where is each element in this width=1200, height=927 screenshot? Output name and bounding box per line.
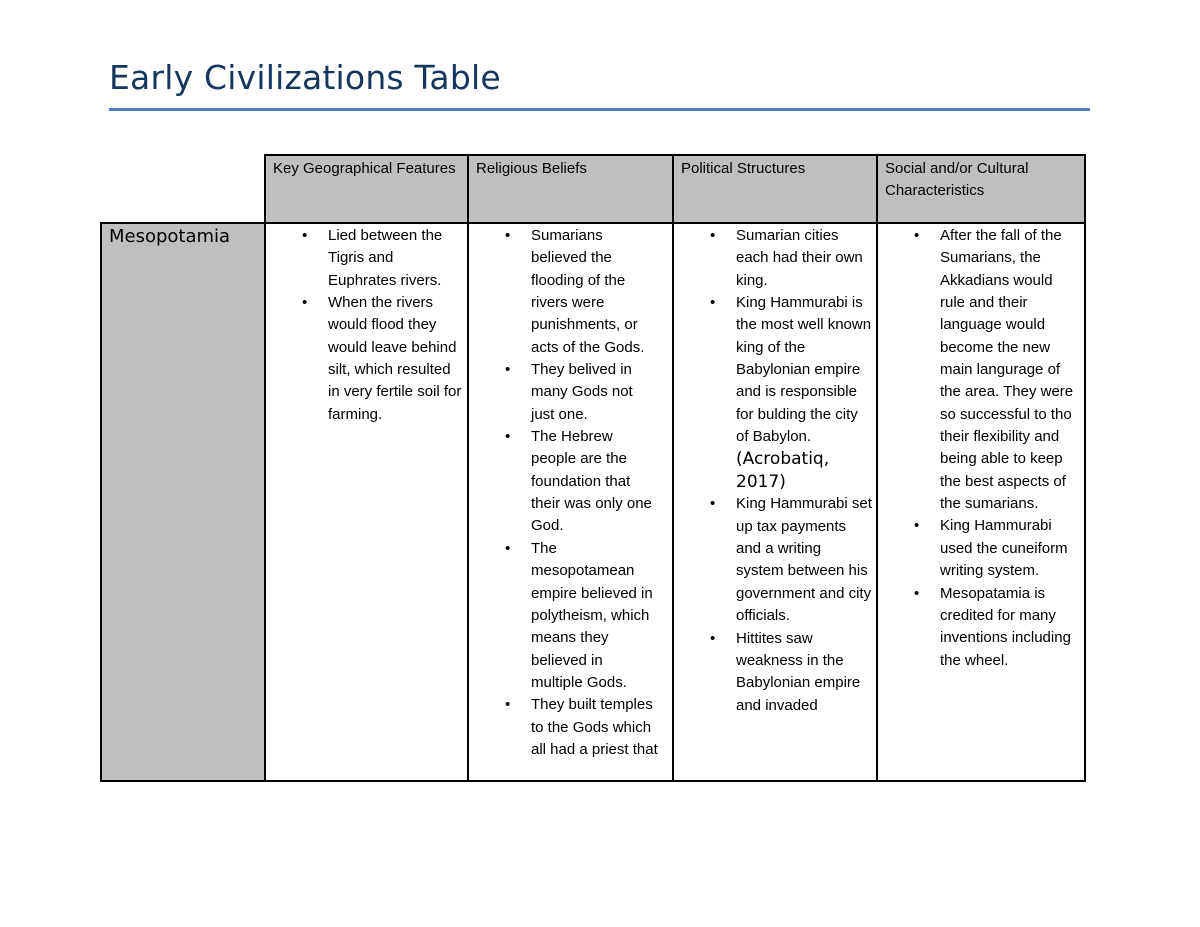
bullet-icon: • <box>710 629 716 647</box>
bullet-icon: • <box>710 495 716 513</box>
header-geography <box>265 155 468 223</box>
row-label: Mesopotamia <box>109 226 231 247</box>
bullet-icon: • <box>302 294 308 312</box>
citation: (Acrobatiq, 2017) <box>736 449 830 492</box>
table-row-mesopotamia <box>101 223 1085 781</box>
bullet-icon: • <box>302 227 308 244</box>
header-politics-label: Political Structures <box>681 160 806 177</box>
cell-geography <box>265 223 468 781</box>
bullet-icon: • <box>914 517 920 535</box>
list-item: • The mesopotamean empire believed in polytheism, which means they believed in multiple Gods. <box>505 539 653 691</box>
list-item: • Mesopatamia is credited for many inventions including the wheel. <box>914 584 1071 669</box>
header-social <box>877 155 1085 223</box>
list-item: • Sumarian cities each had their own king. <box>710 227 863 289</box>
bullet-icon: • <box>505 361 511 379</box>
civilizations-table <box>100 154 1086 782</box>
list-item: • Sumarians believed the flooding of the rivers were punishments, or acts of the Gods. <box>505 227 645 356</box>
header-politics <box>673 155 877 223</box>
bullet-icon: • <box>505 428 511 446</box>
list-item: • They built temples to the Gods which all had a priest that <box>505 696 658 758</box>
cell-social <box>877 223 1085 781</box>
list-item: • King Hammurabi is the most well known king of the Babylonian empire and is responsible for bulding the city of Babylon. (Acrobatiq, 2017) <box>710 294 872 492</box>
header-religion-label: Religious Beliefs <box>476 160 587 177</box>
list-item: • They belived in many Gods not just one. <box>505 361 633 423</box>
header-geography-label: Key Geographical Features <box>273 160 456 177</box>
header-row <box>101 155 1085 223</box>
list-item: • After the fall of the Sumarians, the Akkadians would rule and their language would become the new main langurage of the area. They were so successful to tho their flexibility and being able to keep the best aspects of the sumarians. <box>914 227 1074 513</box>
list-item: • Lied between the Tigris and Euphrates rivers. <box>302 227 443 289</box>
cell-politics <box>673 223 877 781</box>
corner-cell <box>101 155 265 223</box>
list-item: • Hittites saw weakness in the Babylonian empire and invaded <box>710 629 861 714</box>
list-item: • When the rivers would flood they would leave behind silt, which resulted in very fertile soil for farming. <box>302 294 462 423</box>
title-divider <box>109 108 1090 111</box>
row-header-mesopotamia <box>101 223 265 781</box>
bullet-icon: • <box>505 539 511 557</box>
list-item: • King Hammurabi used the cuneiform writing system. <box>914 517 1068 580</box>
bullet-icon: • <box>914 584 920 602</box>
cell-religion <box>468 223 673 781</box>
bullet-icon: • <box>914 227 920 244</box>
bullet-icon: • <box>710 227 716 244</box>
header-social-label: Social and/or Cultural Characteristics <box>885 160 1029 200</box>
list-item: • The Hebrew people are the foundation that their was only one God. <box>505 428 652 535</box>
page-title: Early Civilizations Table <box>109 58 501 97</box>
list-item: • King Hammurabi set up tax payments and a writing system between his government and city officials. <box>710 495 872 625</box>
bullet-icon: • <box>505 696 511 714</box>
bullet-icon: • <box>710 294 716 312</box>
header-religion <box>468 155 673 223</box>
bullet-icon: • <box>505 227 511 244</box>
